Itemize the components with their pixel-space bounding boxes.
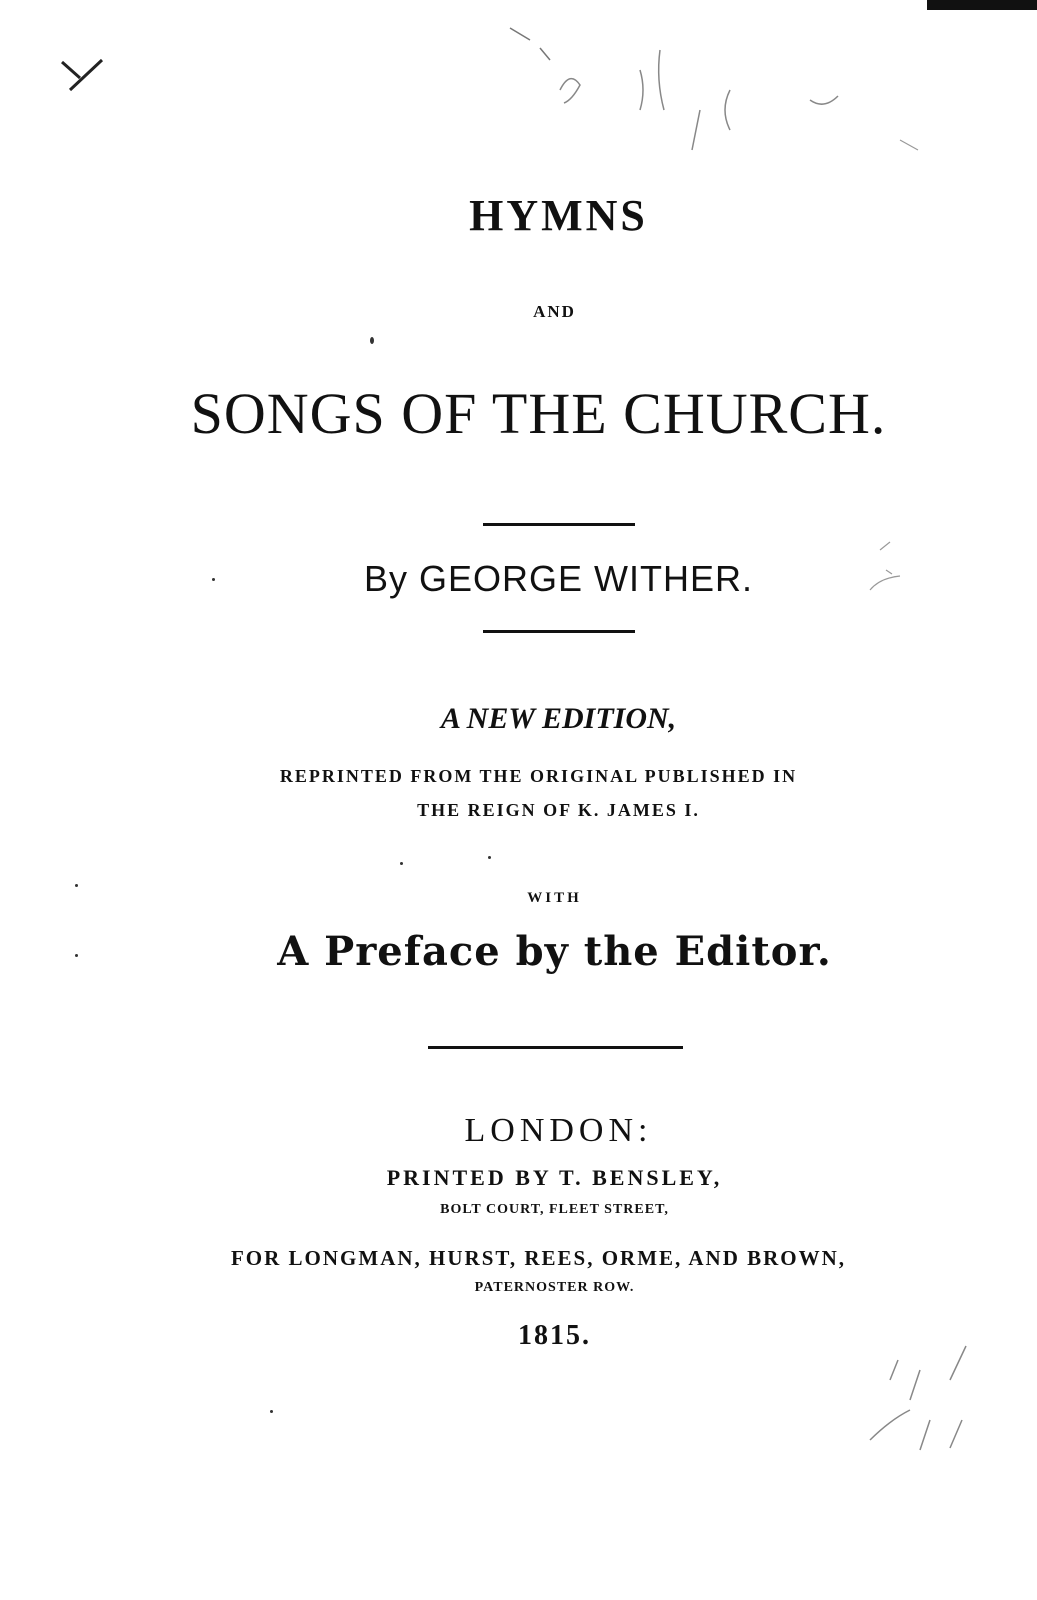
with-label: WITH	[527, 890, 582, 906]
divider-rule	[428, 1046, 683, 1049]
scan-speck	[270, 1410, 273, 1413]
imprint-place: LONDON:	[464, 1112, 653, 1149]
scan-speck	[75, 954, 78, 957]
scan-speck	[212, 578, 215, 581]
scan-speck	[488, 856, 491, 859]
edition-statement: A NEW EDITION,	[440, 702, 677, 735]
scan-speck	[75, 884, 78, 887]
scan-speck	[400, 862, 403, 865]
divider-rule	[483, 523, 635, 526]
title-conjunction: AND	[533, 302, 576, 321]
imprint-year: 1815.	[518, 1320, 591, 1351]
divider-rule	[483, 630, 635, 633]
title-line-1: HYMNS	[469, 191, 648, 240]
author-name: GEORGE WITHER.	[419, 558, 754, 599]
reprint-note-line-2: THE REIGN OF K. JAMES I.	[417, 800, 700, 820]
reprint-note-line-1: REPRINTED FROM THE ORIGINAL PUBLISHED IN	[279, 766, 798, 786]
scan-edge-mark	[927, 0, 1037, 10]
imprint-printer: PRINTED BY T. BENSLEY,	[386, 1165, 723, 1190]
title-line-2: SONGS OF THE CHURCH.	[190, 381, 887, 446]
preface-line: A Preface by the Editor.	[277, 928, 832, 975]
author-by: By	[363, 558, 408, 599]
author-line	[40, 558, 1037, 600]
handwritten-annotation-bottom	[850, 1340, 1020, 1460]
imprint-publisher-address: PATERNOSTER ROW.	[474, 1280, 635, 1295]
imprint-printer-address: BOLT COURT, FLEET STREET,	[440, 1202, 669, 1217]
handwritten-annotation-top	[40, 20, 940, 190]
scan-speck	[370, 337, 374, 344]
imprint-publisher: FOR LONGMAN, HURST, REES, ORME, AND BROWN,	[230, 1246, 847, 1270]
